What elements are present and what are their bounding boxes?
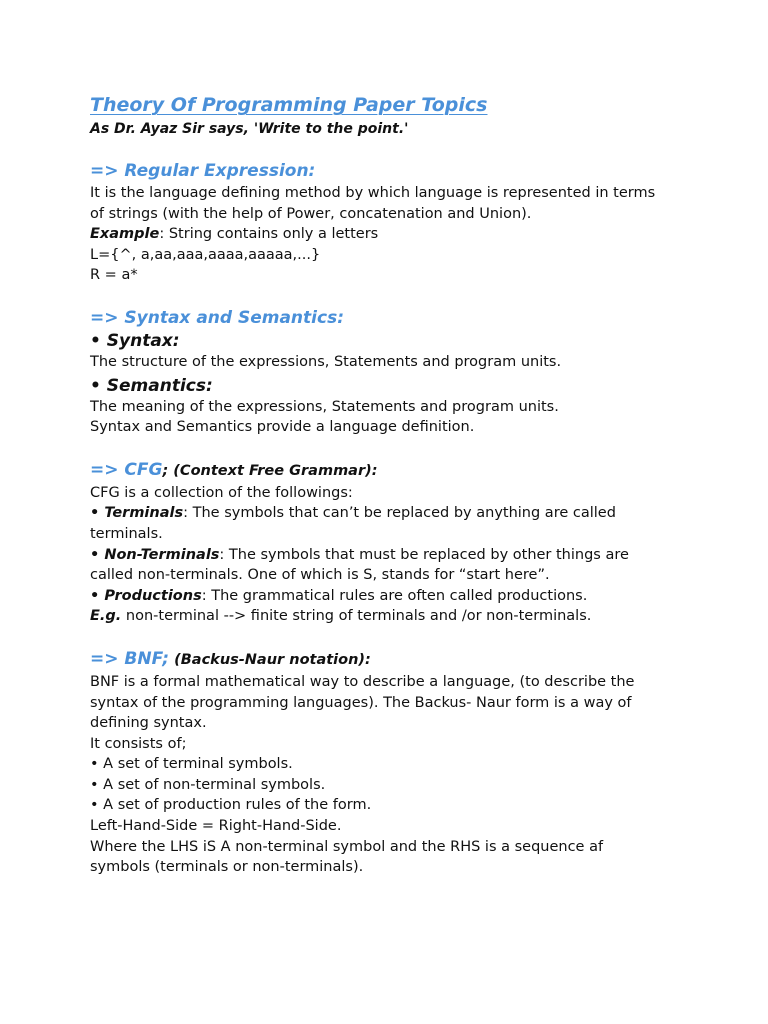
cfg-nonterminals [90, 545, 690, 566]
bnf-heading [90, 647, 690, 672]
nonterminals-label: • Non-Terminals [90, 546, 220, 563]
nonterminals-text: : The symbols that must be replaced by other things are [219, 546, 629, 563]
bnf-where-2: symbols (terminals or non-terminals). [90, 859, 364, 876]
cfg-heading-main: => CFG [90, 459, 163, 480]
bnf-consists: It consists of; [90, 735, 187, 752]
cfg-nonterminals-cont: called non-terminals. One of which is S, stands for “start here”. [90, 567, 550, 584]
syntax-text: The structure of the expressions, Statements and program units. [90, 353, 562, 370]
bnf-line-3: defining syntax. [90, 715, 207, 732]
cfg-terminals [90, 503, 690, 524]
cfg-heading-tail: ; (Context Free Grammar): [162, 462, 378, 479]
example-label: Example [90, 226, 160, 243]
cfg-example [90, 606, 690, 627]
syntax-label: • Syntax: [90, 330, 180, 351]
terminals-text: : The symbols that can’t be replaced by anything are called [183, 505, 616, 522]
bnf-where-1: Where the LHS iS A non-terminal symbol and the RHS is a sequence af [90, 838, 604, 855]
bnf-rule: Left-Hand-Side = Right-Hand-Side. [90, 818, 342, 835]
syntax-heading: => Syntax and Semantics: [90, 307, 344, 328]
bnf-item-1: • A set of terminal symbols. [90, 756, 293, 773]
document-page [90, 92, 690, 878]
bnf-item-3: • A set of production rules of the form. [90, 797, 372, 814]
page-subtitle: As Dr. Ayaz Sir says, 'Write to the point.' [90, 121, 409, 137]
cfg-terminals-cont: terminals. [90, 525, 163, 542]
productions-text: : The grammatical rules are often called productions. [201, 587, 588, 604]
regex-line-1: It is the language defining method by which language is represented in terms [90, 185, 656, 201]
productions-label: • Productions [90, 587, 202, 604]
page-title: Theory Of Programming Paper Topics [90, 94, 488, 116]
regex-language: L={^, a,aa,aaa,aaaa,aaaaa,...} [90, 246, 321, 263]
bnf-heading-main: => BNF; [90, 648, 170, 669]
terminals-label: • Terminals [90, 505, 184, 522]
semantics-text: The meaning of the expressions, Statements and program units. [90, 398, 559, 415]
example-text: : String contains only a letters [159, 226, 379, 243]
regex-line-2: of strings (with the help of Power, concatenation and Union). [90, 205, 532, 222]
regex-r: R = a* [90, 267, 138, 284]
syntax-summary: Syntax and Semantics provide a language definition. [90, 419, 475, 436]
eg-text: non-terminal --> finite string of terminals and /or non-terminals. [121, 608, 592, 625]
bnf-heading-tail: (Backus-Naur notation): [169, 651, 371, 668]
cfg-intro: CFG is a collection of the followings: [90, 484, 353, 501]
bnf-line-2: syntax of the programming languages). The Backus- Naur form is a way of [90, 694, 632, 711]
bnf-item-2: • A set of non-terminal symbols. [90, 776, 326, 793]
bnf-line-1: BNF is a formal mathematical way to describe a language, (to describe the [90, 673, 635, 690]
eg-label: E.g. [90, 608, 122, 625]
regex-heading: => Regular Expression: [90, 161, 316, 181]
cfg-productions [90, 586, 690, 607]
cfg-heading [90, 458, 690, 483]
regex-example [90, 224, 690, 245]
semantics-label: • Semantics: [90, 375, 213, 396]
